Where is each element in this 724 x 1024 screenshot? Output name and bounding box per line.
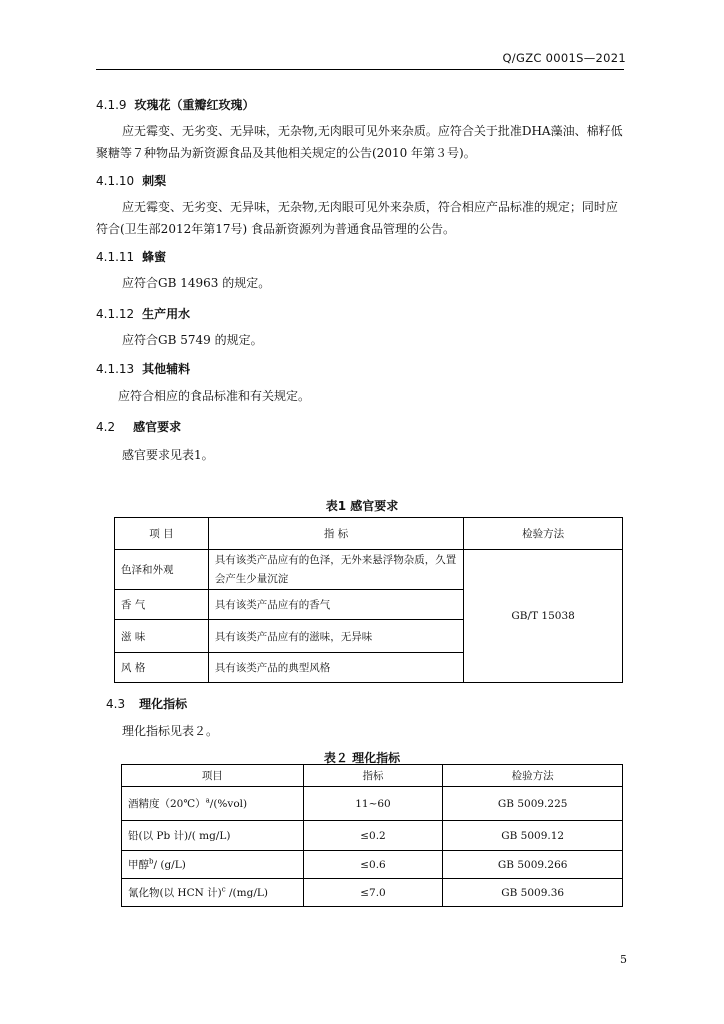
section-heading-4-3 — [106, 695, 187, 712]
section-number: 4.1.12 — [96, 307, 135, 321]
table-row — [122, 879, 623, 907]
method-cell: GB 5009.266 — [443, 851, 623, 879]
table2-caption: 表２ 理化指标 — [323, 751, 401, 765]
paragraph: 应符合相应的食品标准和有关规定。 — [118, 389, 311, 403]
section-number: 4.2 — [96, 420, 116, 434]
section-title: 生产用水 — [142, 307, 191, 321]
page-number: 5 — [620, 953, 627, 966]
section-heading-4-1-9 — [96, 96, 255, 113]
item-cell: 滋 味 — [115, 620, 209, 653]
section-number: 4.3 — [106, 697, 126, 711]
sensory-requirements-table — [114, 517, 623, 683]
table-row — [122, 821, 623, 851]
table1-caption: 表1 感官要求 — [325, 499, 399, 513]
table-row — [122, 787, 623, 821]
paragraph: 应无霉变、无劣变、无异味，无杂物,无肉眼可见外来杂质，符合相应产品标准的规定；同时应符合(卫生部2012年第17号) 食品新资源列为普通食品管理的公告。 — [96, 200, 618, 236]
spec-cell: ≤7.0 — [303, 879, 443, 907]
spec-cell: 具有该类产品应有的色泽，无外来悬浮物杂质，久置会产生少量沉淀 — [208, 550, 463, 590]
section-heading-4-1-12 — [96, 305, 190, 322]
section-title: 理化指标 — [139, 697, 188, 711]
item-cell: 色泽和外观 — [115, 550, 209, 590]
table-row — [115, 550, 623, 590]
spec-cell: 具有该类产品应有的滋味，无异味 — [208, 620, 463, 653]
spec-cell: 具有该类产品的典型风格 — [208, 653, 463, 683]
column-header: 项 目 — [115, 518, 209, 550]
section-heading-4-1-13 — [96, 360, 190, 377]
column-header: 项目 — [122, 765, 304, 787]
section-title: 玫瑰花（重瓣红玫瑰） — [134, 98, 255, 112]
paragraph: 应无霉变、无劣变、无异味，无杂物,无肉眼可见外来杂质。应符合关于批准DHA藻油、棉籽低聚糖等７种物品为新资源食品及其他相关规定的公告(2010 年第３号)。 — [96, 124, 623, 160]
item-cell: 风 格 — [115, 653, 209, 683]
spec-cell: ≤0.2 — [303, 821, 443, 851]
document-code: Q/GZC 0001S—2021 — [502, 51, 626, 65]
section-heading-4-2 — [96, 418, 181, 435]
column-header: 检验方法 — [464, 518, 623, 550]
section-title: 其他辅料 — [142, 362, 191, 376]
section-number: 4.1.9 — [96, 98, 127, 112]
item-cell: 铅(以 Pb 计)/( mg/L) — [122, 821, 304, 851]
section-title: 蜂蜜 — [142, 250, 167, 264]
physicochemical-table — [121, 764, 623, 907]
method-cell: GB 5009.225 — [443, 787, 623, 821]
spec-cell: ≤0.6 — [303, 851, 443, 879]
item-cell: 甲醇$^b$/ (g/L) — [122, 851, 304, 879]
section-title: 刺梨 — [142, 174, 167, 188]
column-header: 检验方法 — [443, 765, 623, 787]
header-rule — [96, 69, 624, 70]
table-row — [122, 851, 623, 879]
column-header: 指标 — [303, 765, 443, 787]
item-cell: 氰化物(以 HCN 计)$^c$ /(mg/L) — [122, 879, 304, 907]
method-cell: GB 5009.12 — [443, 821, 623, 851]
paragraph: 理化指标见表２。 — [122, 724, 219, 738]
item-cell: 香 气 — [115, 590, 209, 620]
section-number: 4.1.13 — [96, 362, 135, 376]
section-number: 4.1.10 — [96, 174, 135, 188]
method-cell: GB/T 15038 — [464, 550, 623, 683]
spec-cell: 具有该类产品应有的香气 — [208, 590, 463, 620]
paragraph: 应符合GB 14963 的规定。 — [122, 276, 271, 290]
table-header-row — [115, 518, 623, 550]
paragraph: 应符合GB 5749 的规定。 — [122, 333, 263, 347]
paragraph: 感官要求见表1。 — [122, 448, 214, 462]
table-header-row — [122, 765, 623, 787]
section-number: 4.1.11 — [96, 250, 135, 264]
column-header: 指 标 — [208, 518, 463, 550]
section-heading-4-1-10 — [96, 172, 166, 189]
method-cell: GB 5009.36 — [443, 879, 623, 907]
section-title: 感官要求 — [133, 420, 182, 434]
item-cell: 酒精度（20℃）$^a$/(%vol) — [122, 787, 304, 821]
spec-cell: 11~60 — [303, 787, 443, 821]
section-heading-4-1-11 — [96, 248, 166, 265]
